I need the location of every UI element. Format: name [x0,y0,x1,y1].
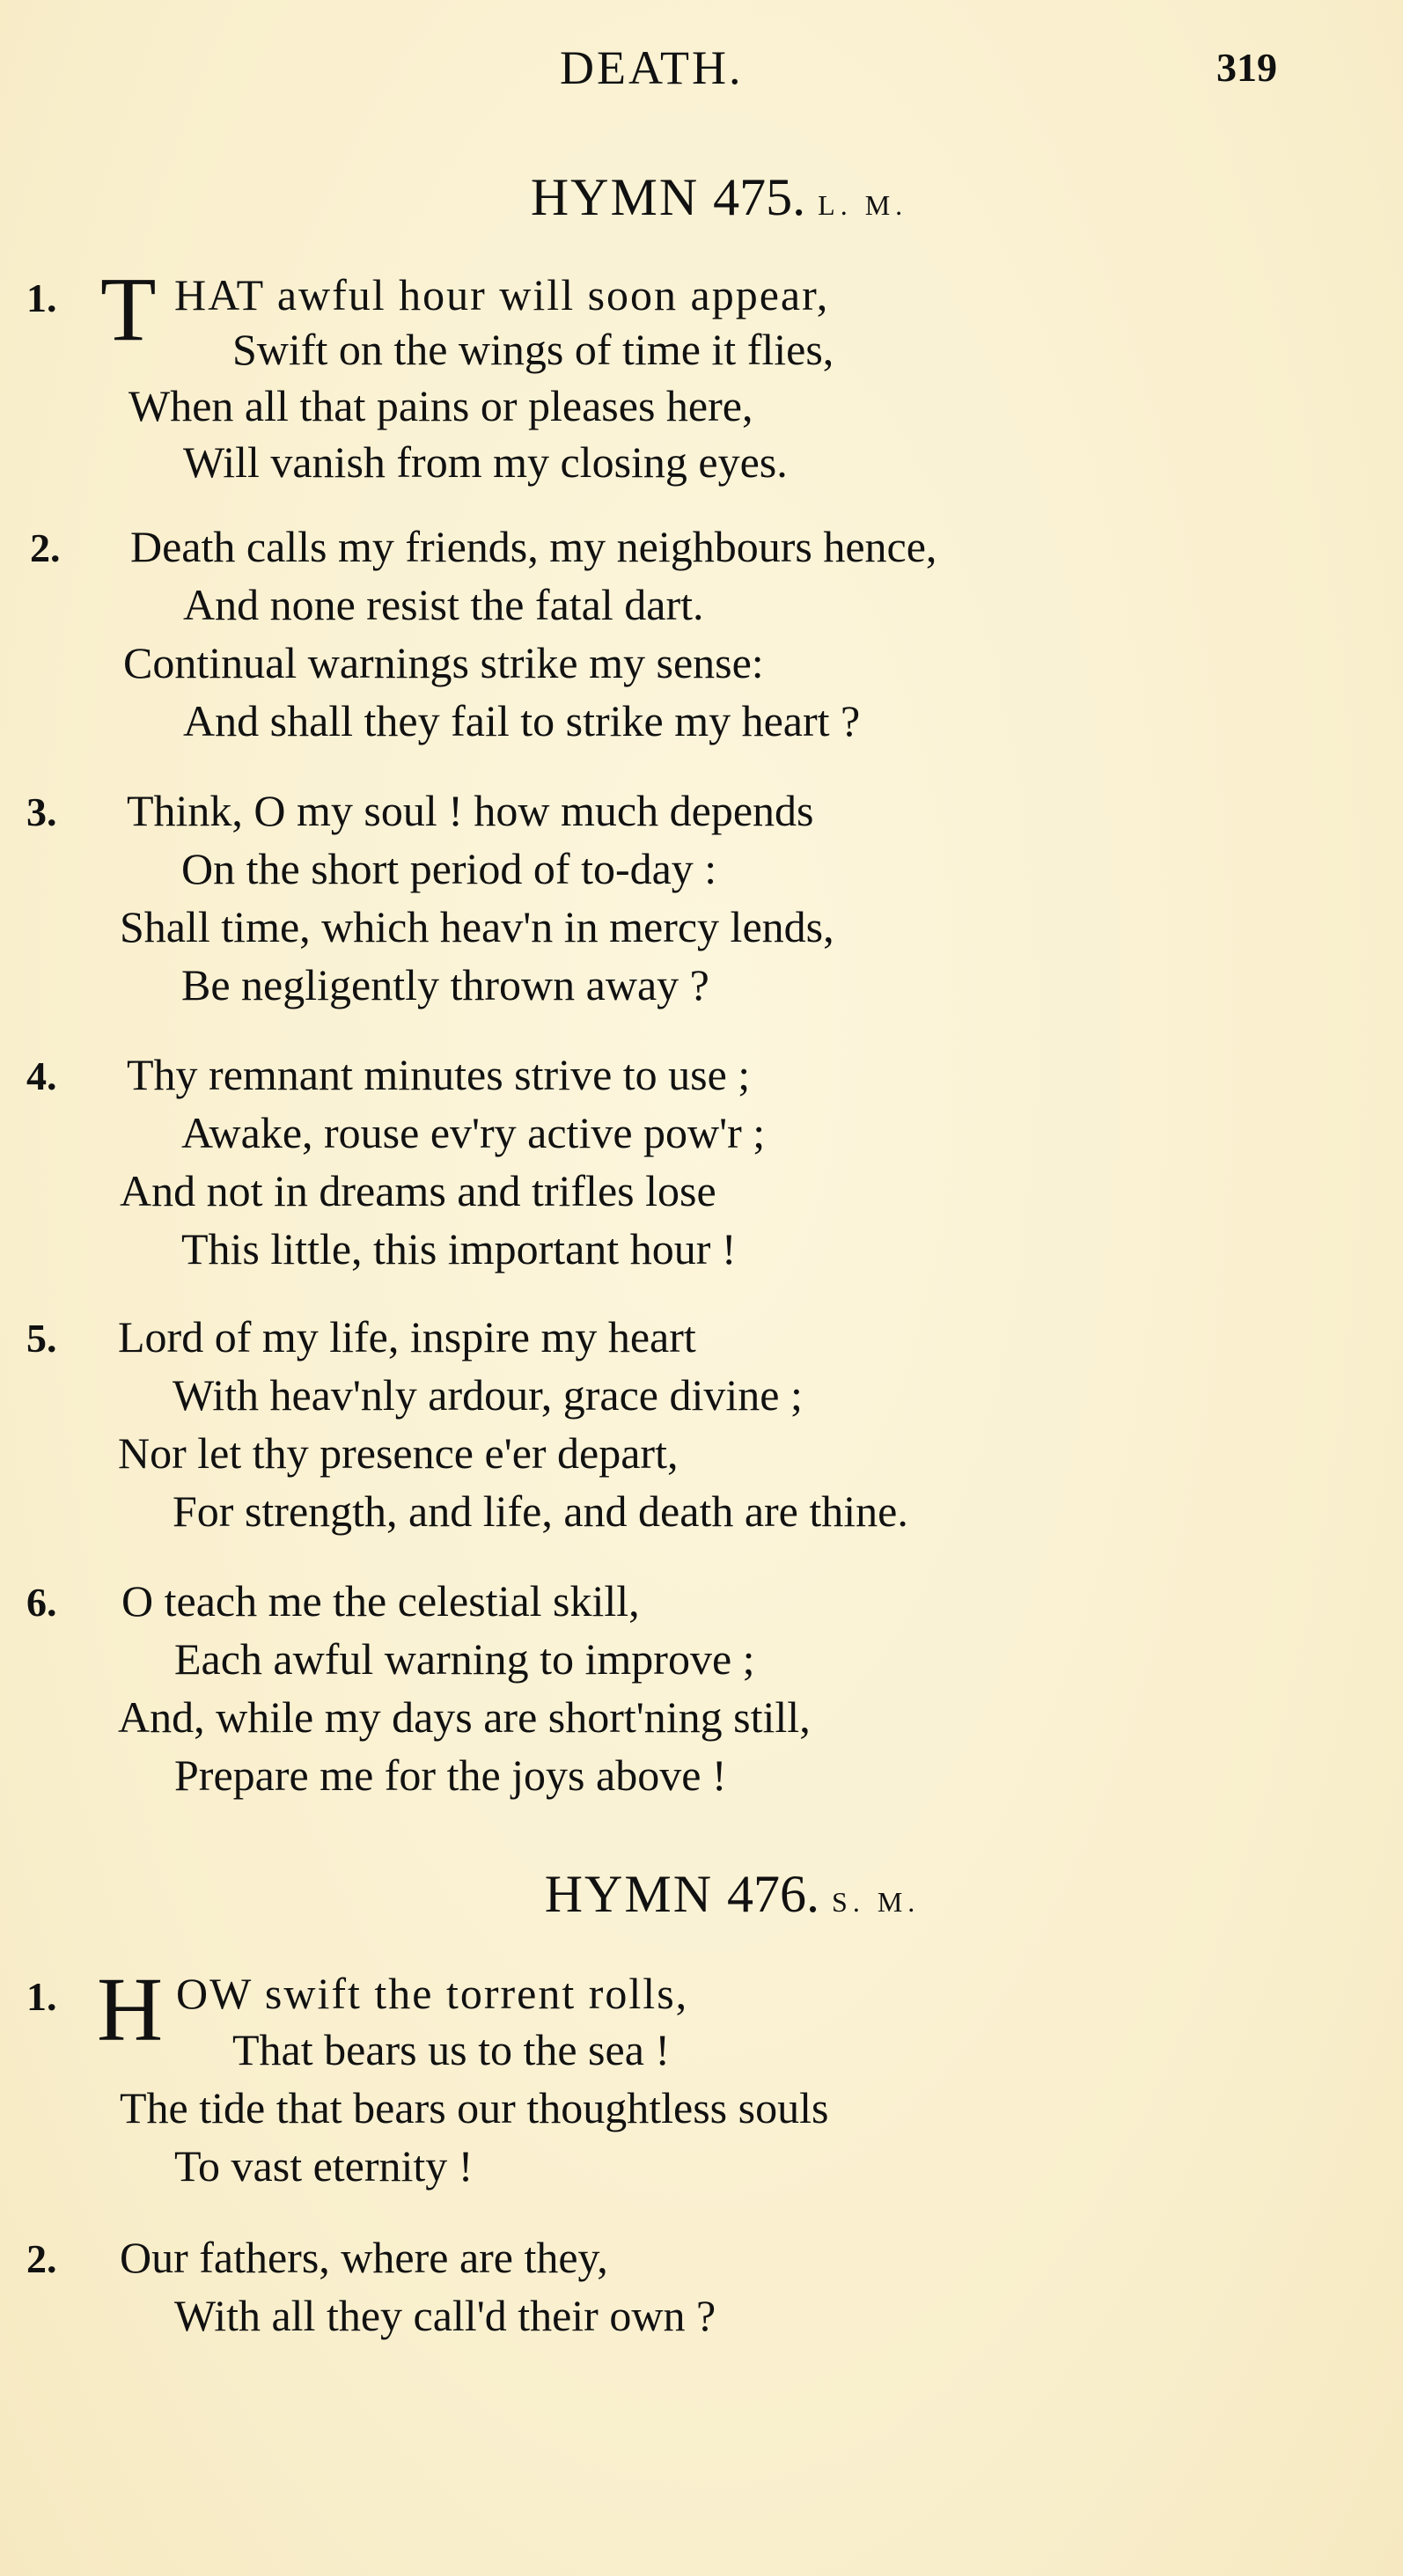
verse-number: 1. [26,1974,57,2019]
verse-line: Swift on the wings of time it flies, [232,325,834,374]
verse-line: On the short period of to-day : [181,844,717,893]
verse-line: With heav'nly ardour, grace divine ; [173,1370,803,1420]
verse-line: And none resist the fatal dart. [183,580,704,629]
verse-line: Death calls my friends, my neighbours hence, [130,522,937,571]
verse-line: When all that pains or pleases here, [129,381,753,430]
verse-line: Prepare me for the joys above ! [174,1750,727,1800]
verse-number: 1. [26,275,57,320]
hymn-476-heading [0,1864,1403,1925]
drop-cap: T [100,259,157,360]
verse-line: Think, O my soul ! how much depends [127,786,814,835]
verse-number: 5. [26,1316,57,1361]
hymn-meter: L. M. [818,189,908,221]
verse-line: Continual warnings strike my sense: [123,638,764,687]
verse-line: Each awful warning to improve ; [174,1634,755,1684]
verse-line: That bears us to the sea ! [232,2025,671,2074]
verse-line: O teach me the celestial skill, [121,1576,640,1626]
verse-number: 2. [26,2236,57,2281]
verse-line: For strength, and life, and death are thine. [173,1486,908,1536]
verse-line: Our fathers, where are they, [120,2233,608,2282]
verse-line: Lord of my life, inspire my heart [118,1312,696,1361]
verse-line: Be negligently thrown away ? [181,960,709,1009]
page-number: 319 [1216,45,1277,90]
running-head [0,35,1403,97]
verse-line: Awake, rouse ev'ry active pow'r ; [181,1108,766,1157]
hymn-word: HYMN [544,1865,714,1923]
verse-line: To vast eternity ! [174,2141,474,2191]
verse-number: 4. [26,1053,57,1098]
hymn-number: 476. [727,1865,820,1923]
hymn-number: 475. [713,168,806,226]
verse-line: Thy remnant minutes strive to use ; [127,1050,751,1099]
drop-cap: H [97,1959,164,2060]
verse-line: And, while my days are short'ning still, [118,1692,811,1742]
verse-number: 3. [26,789,57,834]
hymn-word: HYMN [530,168,700,226]
verse-number: 2. [30,525,61,570]
verse-number: 6. [26,1580,57,1625]
verse-line: And not in dreams and trifles lose [120,1166,716,1215]
verse-line: This little, this important hour ! [181,1224,737,1273]
hymn-475-heading [0,167,1403,228]
verse-line: HAT awful hour will soon appear, [174,270,830,319]
verse-line: And shall they fail to strike my heart ? [183,696,861,745]
section-title: DEATH. [560,41,744,94]
verse-line: Nor let thy presence e'er depart, [118,1428,679,1478]
verse-line: Will vanish from my closing eyes. [183,437,788,487]
verse-line: With all they call'd their own ? [174,2291,716,2340]
verse-line: Shall time, which heav'n in mercy lends, [120,902,834,951]
verse-line: The tide that bears our thoughtless souls [120,2083,829,2132]
hymn-meter: S. M. [832,1886,921,1918]
verse-line: OW swift the torrent rolls, [176,1969,689,2018]
